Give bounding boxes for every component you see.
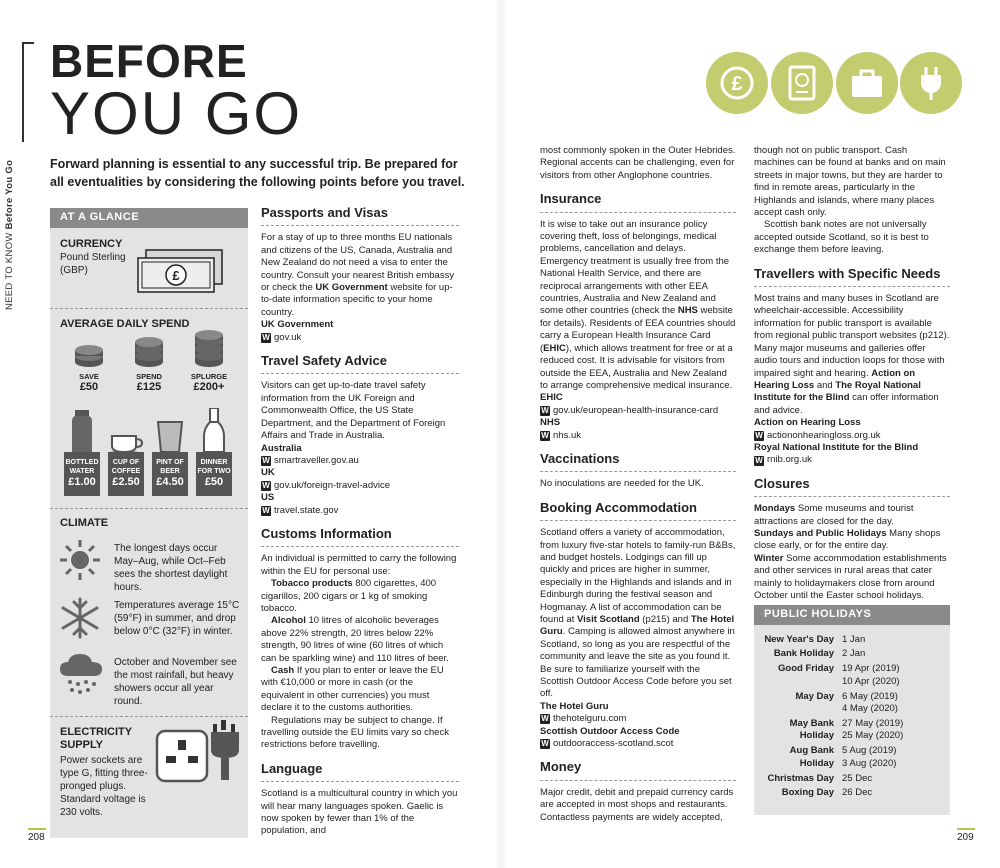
holiday-dates <box>842 648 942 660</box>
luggage-icon <box>836 52 898 114</box>
holiday-name: May Day <box>795 690 834 702</box>
website-link[interactable]: W actiononhearingloss.org.uk <box>755 429 881 441</box>
org-name: Royal National Institute for the Blind <box>754 441 919 453</box>
svg-text:£: £ <box>731 73 743 95</box>
page-title-line2: YOU GO <box>50 80 303 147</box>
holiday-name: New Year's Day <box>764 633 834 645</box>
page-title-line1: BEFORE <box>50 35 248 87</box>
holiday-date: 26 Dec <box>842 787 873 799</box>
holiday-name: Christmas Day <box>767 772 834 784</box>
passport-icon <box>771 52 833 114</box>
needs-heading: Travellers with Specific Needs <box>754 268 950 287</box>
coffee-cup-icon <box>106 408 146 503</box>
language-text: Scotland is a multicultural country in which you will hear many languages spoken. Gaelic is now spoken by fewer than 1% of the population, and <box>261 788 458 837</box>
holiday-dates <box>842 691 942 716</box>
website-link[interactable]: W rnib.org.uk <box>755 454 812 466</box>
item-value: £2.50 <box>112 476 140 488</box>
spend-level-value: £50 <box>79 381 99 393</box>
plug-icon <box>900 52 962 114</box>
column-2 <box>540 145 736 824</box>
holiday-date: 27 May (2019) <box>842 717 904 729</box>
language-heading: Language <box>261 763 459 782</box>
holiday-row <box>754 773 950 785</box>
spend-level-label: SPLURGE <box>190 372 228 381</box>
public-holidays-heading: PUBLIC HOLIDAYS <box>754 605 950 625</box>
org-name: NHS <box>540 417 561 429</box>
electricity-title: ELECTRICITY SUPPLY <box>60 726 132 751</box>
divider <box>50 716 248 717</box>
website-link[interactable]: W thehotelguru.com <box>541 713 627 725</box>
web-icon: W <box>262 480 270 490</box>
holiday-row <box>754 663 950 688</box>
item-value: £50 <box>204 476 224 488</box>
beer-pint-icon <box>150 408 190 503</box>
currency-title: CURRENCY <box>60 238 123 250</box>
holiday-date: 3 Aug (2020) <box>842 757 897 769</box>
holiday-name: Good Friday <box>778 663 834 675</box>
socket-icon <box>154 728 210 789</box>
holiday-row <box>754 718 950 743</box>
holiday-date: 19 Apr (2019) <box>842 663 900 675</box>
public-holidays-list <box>754 625 950 800</box>
website-link[interactable]: W gov.uk/foreign-travel-advice <box>262 479 390 491</box>
vaccinations-heading: Vaccinations <box>540 453 736 472</box>
holiday-name: Aug Bank Holiday <box>789 745 834 769</box>
holiday-row <box>754 691 950 716</box>
holiday-date: 1 Jan <box>842 633 866 645</box>
holiday-date: 25 Dec <box>842 772 873 784</box>
booking-heading: Booking Accommodation <box>540 502 736 521</box>
snowflake-icon <box>58 596 102 645</box>
currency-text: Pound Sterling (GBP) <box>60 252 126 276</box>
org-name: UK Government <box>261 319 334 331</box>
spend-title: AVERAGE DAILY SPEND <box>60 318 190 330</box>
item-label: PINT OF BEER <box>156 459 184 475</box>
climate-sun-text: The longest days occur May–Aug, while Oct–Feb sees the shortest daylight hours. <box>114 543 228 593</box>
safety-text: Visitors can get up-to-date travel safety information from the UK Foreign and Commonwealth Office, the US State Department, and the Department of Foreign Affairs and Trade in Australia. <box>261 380 446 442</box>
holiday-row <box>754 745 950 770</box>
divider <box>50 508 248 509</box>
website-link[interactable]: W outdooraccess-scotland.scot <box>541 738 674 750</box>
money-continued-2: Scottish bank notes are not universally accepted outside Scotland, so it is best to exchange them before leaving. <box>754 219 929 256</box>
climate-snow-text: Temperatures average 15°C (59°F) in summer, and drop below 0°C (32°F) in winter. <box>114 600 240 637</box>
water-bottle-icon <box>62 408 102 503</box>
passports-heading: Passports and Visas <box>261 207 459 226</box>
coin-stack-medium-icon <box>132 334 166 375</box>
at-a-glance-panel <box>50 208 248 838</box>
insurance-text: It is wise to take out an insurance policy covering theft, loss of belongings, medical problems, cancellation and delays. Emergency treatment is usually free from the National Health Service, and there are reciprocal arrangements with other EEA countries, Australia and New Zealand and some other countries (check the NHS website for details). Residents of EEA countries should carry a European Health Insurance Card (EHIC), which allows treatment for free or at a reduced cost. It is advisable for visitors from outside the EEA, Australia and New Zealand to arrange comprehensive medical insurance. <box>540 218 736 391</box>
website-link[interactable]: W gov.uk/european-health-insurance-card <box>541 404 719 416</box>
holiday-row <box>754 634 950 646</box>
spend-level-value: £200+ <box>193 381 225 393</box>
spend-level-label: SAVE <box>79 372 99 381</box>
climate-rain-text: October and November see the most rainfall, but heavy showers occur all year round. <box>114 657 237 707</box>
closure-item: Mondays Some museums and tourist attractions are closed for the day. <box>754 503 914 527</box>
holiday-row <box>754 787 950 799</box>
website-link[interactable]: W nhs.uk <box>541 429 581 441</box>
web-icon: W <box>541 405 549 415</box>
svg-text:£: £ <box>172 268 180 283</box>
closure-item: Sundays and Public Holidays Many shops close early, or for the entire day. <box>754 527 941 552</box>
web-icon: W <box>755 430 763 440</box>
org-name: US <box>261 492 275 504</box>
booking-text: Scotland offers a variety of accommodation, from luxury five-star hotels to family-run B&Bs, and budget hostels. Lodgings can fill up quickly and prices are higher in summer, especially in the Highlands and islands and in Edinburgh during the festival season and Hogmanay. A list of accommodation can be found at Visit Scotland (p215) and The Hotel Guru. Camping is allowed almost anywhere in Scotland, so long as you are respectful of the community and leave the site as you found it. Be sure to familiarize yourself with the Scottish Outdoor Access Code before you set off. <box>540 527 736 700</box>
holiday-row <box>754 648 950 660</box>
holiday-dates <box>842 663 942 688</box>
page-gutter <box>495 0 507 868</box>
public-holidays-panel <box>754 605 950 815</box>
web-icon: W <box>541 430 549 440</box>
org-name: UK <box>261 467 275 479</box>
money-text: Major credit, debit and prepaid currency cards are accepted in most shops and restaurants. Contactless payments are widely accepted, <box>540 786 734 823</box>
holiday-name: May Bank Holiday <box>789 717 834 742</box>
insurance-heading: Insurance <box>540 193 736 212</box>
page-number-left: 208 <box>28 832 45 843</box>
coin-stack-small-icon <box>72 340 106 375</box>
item-label: CUP OF COFFEE <box>111 459 141 475</box>
website-link[interactable]: W travel.state.gov <box>262 504 339 516</box>
spend-level-label: SPEND <box>136 372 162 381</box>
plug-g-icon <box>208 720 242 785</box>
customs-intro: An individual is permitted to carry the following within the EU for personal use: <box>261 553 457 577</box>
language-continued: most commonly spoken in the Outer Hebrides. Regional accents can be challenging, even for visitors from other Anglophone countries. <box>540 145 736 181</box>
holiday-dates <box>842 787 942 799</box>
climate-title: CLIMATE <box>60 517 109 529</box>
customs-cash: Cash If you plan to enter or leave the EU with €10,000 or more in cash (or the equivalent in other currencies) you must declare it to the customs authorities. <box>261 665 444 714</box>
item-value: £4.50 <box>156 476 184 488</box>
website-link[interactable]: W smartraveller.gov.au <box>262 454 359 466</box>
holiday-dates <box>842 634 942 646</box>
customs-tobacco: Tobacco products 800 cigarettes, 400 cigarillos, 200 cigars or 1 kg of smoking tobacco. <box>261 578 437 614</box>
customs-heading: Customs Information <box>261 528 459 547</box>
page-number-rule <box>957 828 975 830</box>
item-label: DINNER FOR TWO <box>197 459 231 475</box>
vaccinations-text: No inoculations are needed for the UK. <box>540 478 704 490</box>
coin-stack-large-icon <box>192 328 226 375</box>
web-icon: W <box>541 739 549 749</box>
holiday-date: 10 Apr (2020) <box>842 675 900 687</box>
holiday-dates <box>842 745 942 770</box>
rain-cloud-icon <box>58 650 106 699</box>
org-name: Action on Hearing Loss <box>754 417 861 429</box>
holiday-date: 6 May (2019) <box>842 690 898 702</box>
page-number-right: 209 <box>957 832 974 843</box>
holiday-date: 4 May (2020) <box>842 703 898 715</box>
web-icon: W <box>262 505 270 515</box>
at-a-glance-heading: AT A GLANCE <box>50 208 248 228</box>
column-3 <box>754 145 950 602</box>
section-name: Before You Go <box>4 159 15 230</box>
sun-icon <box>58 538 102 587</box>
section-prefix: NEED TO KNOW <box>4 232 15 310</box>
web-icon: W <box>262 456 270 466</box>
title-bracket <box>22 42 34 142</box>
divider <box>50 308 248 309</box>
page-number-rule <box>28 828 46 830</box>
column-1 <box>261 196 459 838</box>
money-continued: though not on public transport. Cash machines can be found at banks and on main streets in major towns, but they are harder to find in remote areas, particularly in the Highlands and islands, where many places accept cash only. <box>754 145 946 219</box>
holiday-dates <box>842 773 942 785</box>
spend-level-value: £125 <box>136 381 162 393</box>
holiday-date: 2 Jan <box>842 648 866 660</box>
web-icon: W <box>262 332 270 342</box>
holiday-name: Boxing Day <box>781 787 834 799</box>
holiday-date: 5 Aug (2019) <box>842 745 897 757</box>
web-icon: W <box>755 455 763 465</box>
closures-heading: Closures <box>754 478 950 497</box>
holiday-dates <box>842 718 942 743</box>
safety-heading: Travel Safety Advice <box>261 355 459 374</box>
org-name: Australia <box>261 442 302 454</box>
needs-text: Most trains and many buses in Scotland are wheelchair-accessible. Accessibility information for public transport is available from regional public transport websites (p212). Many major museums and galleries offer audio tours and induction loops for those with impaired sight and hearing. Action on Hearing Loss and The Royal National Institute for the Blind can offer information and advice. <box>754 293 950 416</box>
money-heading: Money <box>540 761 736 780</box>
org-name: The Hotel Guru <box>540 700 609 712</box>
wine-bottle-icon <box>194 408 234 503</box>
passports-text: For a stay of up to three months EU nationals and citizens of the US, Canada, Australia and New Zealand do not need a visa to enter the country. Consult your nearest British embassy or check the UK Government website for up-to-date information specific to your home country. <box>261 232 455 318</box>
org-name: Scottish Outdoor Access Code <box>540 725 680 737</box>
customs-alcohol: Alcohol 10 litres of alcoholic beverages above 22% strength, 20 litres below 22% strength, 90 litres of wine (60 litres of which can be sparkling wine) and 110 litres of beer. <box>261 615 449 664</box>
holiday-name: Bank Holiday <box>773 648 834 660</box>
electricity-text: Power sockets are type G, fitting three-pronged plugs. Standard voltage is 230 volts. <box>60 755 148 818</box>
holiday-date: 25 May (2020) <box>842 730 904 742</box>
item-label: BOTTLED WATER <box>65 459 99 475</box>
section-tab <box>4 130 18 310</box>
item-value: £1.00 <box>68 476 96 488</box>
pound-icon <box>706 52 768 114</box>
website-link[interactable]: W gov.uk <box>262 331 302 343</box>
org-name: EHIC <box>540 392 563 404</box>
banknote-icon <box>136 246 226 301</box>
web-icon: W <box>541 714 549 724</box>
customs-note: Regulations may be subject to change. If travelling outside the EU limits vary so check restrictions before travelling. <box>261 714 449 751</box>
intro-text: Forward planning is essential to any successful trip. Be prepared for all eventualities by considering the following points before you travel. <box>50 157 465 189</box>
closure-item: Winter Some accommodation establishments and other services in rural areas that cater mainly to holidaymakers close from around October until the Easter school holidays. <box>754 552 947 601</box>
